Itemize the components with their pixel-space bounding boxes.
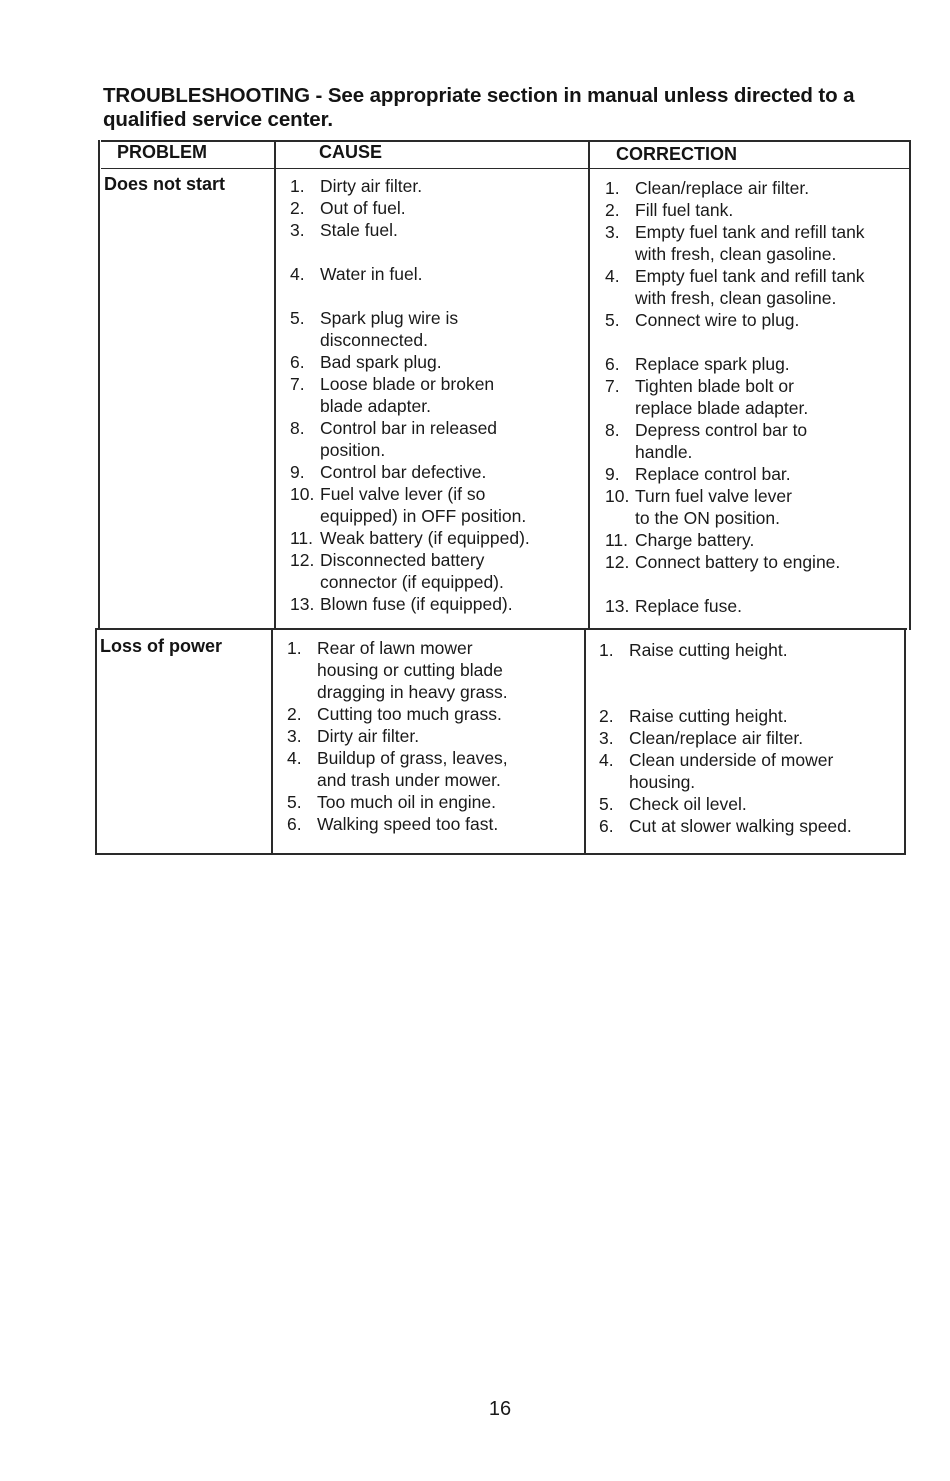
item-text — [320, 483, 585, 527]
item-line: Control bar in released — [320, 418, 498, 438]
list-item — [599, 815, 904, 837]
list-item — [605, 353, 910, 375]
list-item — [605, 529, 910, 551]
list-item — [599, 749, 904, 793]
item-number: 1. — [290, 176, 305, 196]
cause-list — [287, 637, 582, 835]
item-line: Fuel valve lever (if so — [320, 484, 486, 504]
list-item — [290, 593, 585, 615]
item-line: Dirty air filter. — [320, 176, 423, 196]
page-number: 16 — [488, 1398, 512, 1420]
item-line: Charge battery. — [635, 530, 755, 550]
list-item — [287, 703, 582, 725]
column-header-problem: PROBLEM — [117, 142, 207, 162]
item-line: Connect wire to plug. — [635, 310, 800, 330]
list-item — [287, 747, 582, 791]
item-number: 12. — [605, 552, 630, 572]
item-text — [635, 265, 910, 309]
item-number: 11. — [605, 530, 629, 550]
list-item — [605, 265, 910, 309]
correction-list — [599, 639, 904, 837]
column-header-cause: CAUSE — [319, 142, 383, 162]
item-text — [320, 307, 585, 351]
problem-label: Does not start — [104, 174, 226, 194]
list-item — [290, 527, 585, 549]
item-number: 2. — [287, 704, 302, 724]
list-item — [605, 309, 910, 353]
item-text — [317, 813, 582, 835]
row-divider — [95, 628, 907, 630]
item-number: 8. — [605, 420, 620, 440]
item-line: Cut at slower walking speed. — [629, 816, 852, 836]
list-item — [599, 727, 904, 749]
item-number: 4. — [287, 748, 302, 768]
item-line: blade adapter. — [320, 396, 431, 416]
column-divider-problem-cause — [274, 140, 276, 630]
item-line — [629, 683, 904, 705]
list-item — [605, 551, 910, 595]
item-line: Walking speed too fast. — [317, 814, 499, 834]
item-text — [635, 485, 910, 529]
cause-list — [290, 175, 585, 615]
list-item — [287, 813, 582, 835]
item-text — [629, 727, 904, 749]
header-bottom-border — [101, 168, 910, 169]
item-line — [320, 241, 585, 263]
item-text — [320, 219, 585, 263]
list-item — [290, 417, 585, 461]
list-item — [605, 595, 910, 617]
list-item — [605, 463, 910, 485]
item-line: connector (if equipped). — [320, 572, 504, 592]
list-item — [290, 307, 585, 351]
item-number: 3. — [605, 222, 620, 242]
item-line: Bad spark plug. — [320, 352, 442, 372]
item-number: 2. — [605, 200, 620, 220]
list-item — [290, 263, 585, 307]
item-number: 2. — [599, 706, 614, 726]
list-item — [290, 373, 585, 417]
item-text — [635, 177, 910, 199]
table-bottom-border — [95, 853, 905, 855]
item-line: Cutting too much grass. — [317, 704, 502, 724]
column-divider-cause-correction — [588, 140, 590, 630]
item-line: handle. — [635, 442, 693, 462]
item-line: to the ON position. — [635, 508, 780, 528]
problem-label: Loss of power — [100, 636, 223, 656]
list-item — [599, 639, 904, 705]
item-line: Too much oil in engine. — [317, 792, 496, 812]
list-item — [287, 725, 582, 747]
item-number: 6. — [599, 816, 614, 836]
item-line: Replace spark plug. — [635, 354, 790, 374]
item-text — [317, 637, 582, 703]
list-item — [599, 705, 904, 727]
item-line: Raise cutting height. — [629, 706, 788, 726]
list-item — [605, 485, 910, 529]
item-number: 13. — [605, 596, 630, 616]
item-text — [317, 725, 582, 747]
item-line: Turn fuel valve lever — [635, 486, 792, 506]
item-line: Replace fuse. — [635, 596, 743, 616]
list-item — [605, 419, 910, 463]
list-item — [605, 221, 910, 265]
list-item — [290, 351, 585, 373]
list-item — [290, 197, 585, 219]
list-item — [290, 461, 585, 483]
item-text — [320, 549, 585, 593]
item-text — [635, 419, 910, 463]
item-number: 1. — [287, 638, 302, 658]
item-line: with fresh, clean gasoline. — [635, 288, 837, 308]
item-line: Depress control bar to — [635, 420, 808, 440]
item-line — [320, 285, 585, 307]
item-text — [629, 749, 904, 793]
item-text — [629, 705, 904, 727]
item-line: Check oil level. — [629, 794, 747, 814]
item-number: 6. — [287, 814, 302, 834]
item-line: Rear of lawn mower — [317, 638, 473, 658]
column-header-correction: CORRECTION — [616, 144, 737, 164]
list-item — [599, 793, 904, 815]
item-text — [635, 529, 910, 551]
list-item — [605, 199, 910, 221]
item-line: position. — [320, 440, 386, 460]
list-item — [290, 549, 585, 593]
item-line: housing. — [629, 772, 696, 792]
item-number: 3. — [599, 728, 614, 748]
item-line: and trash under mower. — [317, 770, 501, 790]
item-line: Dirty air filter. — [317, 726, 420, 746]
item-line: Clean/replace air filter. — [629, 728, 804, 748]
item-number: 7. — [290, 374, 305, 394]
list-item — [290, 175, 585, 197]
item-number: 8. — [290, 418, 305, 438]
item-line: Clean/replace air filter. — [635, 178, 810, 198]
item-text — [320, 417, 585, 461]
item-text — [320, 197, 585, 219]
item-text — [635, 375, 910, 419]
item-number: 7. — [605, 376, 620, 396]
item-text — [629, 815, 904, 837]
item-text — [320, 175, 585, 197]
item-text — [320, 461, 585, 483]
item-text — [320, 351, 585, 373]
item-line: Tighten blade bolt or — [635, 376, 794, 396]
page-heading: TROUBLESHOOTING - See appropriate section in manual unless directed to a qualified service center. — [103, 84, 855, 131]
item-line: Connect battery to engine. — [635, 552, 841, 572]
item-text — [320, 263, 585, 307]
list-item — [287, 637, 582, 703]
item-number: 4. — [290, 264, 305, 284]
item-line: Weak battery (if equipped). — [320, 528, 530, 548]
item-line: Blown fuse (if equipped). — [320, 594, 513, 614]
item-text — [320, 373, 585, 417]
item-number: 9. — [290, 462, 305, 482]
item-line: Empty fuel tank and refill tank — [635, 222, 865, 242]
item-line: disconnected. — [320, 330, 428, 350]
table-left-border-lower — [95, 628, 97, 855]
column-divider-problem-cause-lower — [271, 628, 273, 855]
list-item — [605, 375, 910, 419]
item-line: Out of fuel. — [320, 198, 406, 218]
item-number: 5. — [290, 308, 305, 328]
item-number: 5. — [287, 792, 302, 812]
item-line — [635, 573, 910, 595]
item-number: 4. — [605, 266, 620, 286]
item-number: 2. — [290, 198, 305, 218]
list-item — [287, 791, 582, 813]
item-text — [629, 793, 904, 815]
item-line: Buildup of grass, leaves, — [317, 748, 508, 768]
item-text — [320, 593, 585, 615]
item-line: housing or cutting blade — [317, 660, 503, 680]
troubleshooting-table — [95, 140, 910, 854]
item-number: 6. — [605, 354, 620, 374]
item-line: Control bar defective. — [320, 462, 487, 482]
list-item — [290, 219, 585, 263]
item-line: Stale fuel. — [320, 220, 398, 240]
item-number: 10. — [290, 484, 315, 504]
item-number: 10. — [605, 486, 630, 506]
item-number: 4. — [599, 750, 614, 770]
item-text — [635, 353, 910, 375]
item-number: 11. — [290, 528, 314, 548]
item-line: replace blade adapter. — [635, 398, 809, 418]
item-line: Loose blade or broken — [320, 374, 495, 394]
item-number: 1. — [605, 178, 620, 198]
item-number: 9. — [605, 464, 620, 484]
item-line: Replace control bar. — [635, 464, 791, 484]
item-line: Disconnected battery — [320, 550, 485, 570]
item-number: 3. — [287, 726, 302, 746]
item-number: 3. — [290, 220, 305, 240]
item-text — [317, 747, 582, 791]
column-divider-cause-correction-lower — [584, 628, 586, 855]
list-item — [290, 483, 585, 527]
item-text — [635, 463, 910, 485]
item-text — [635, 551, 910, 595]
item-text — [635, 221, 910, 265]
item-line: dragging in heavy grass. — [317, 682, 508, 702]
item-number: 12. — [290, 550, 315, 570]
item-text — [635, 309, 910, 353]
item-number: 5. — [605, 310, 620, 330]
item-line — [629, 661, 904, 683]
item-number: 6. — [290, 352, 305, 372]
list-item — [605, 177, 910, 199]
correction-list — [605, 177, 910, 617]
item-text — [635, 595, 910, 617]
item-number: 1. — [599, 640, 614, 660]
item-line: Fill fuel tank. — [635, 200, 734, 220]
item-line: with fresh, clean gasoline. — [635, 244, 837, 264]
table-left-border — [98, 140, 100, 630]
item-line: Water in fuel. — [320, 264, 423, 284]
item-line: equipped) in OFF position. — [320, 506, 527, 526]
item-text — [317, 791, 582, 813]
item-line: Empty fuel tank and refill tank — [635, 266, 865, 286]
item-text — [317, 703, 582, 725]
item-number: 13. — [290, 594, 315, 614]
item-line: Raise cutting height. — [629, 640, 788, 660]
item-text — [629, 639, 904, 705]
table-right-border-lower — [904, 628, 906, 855]
item-line — [635, 331, 910, 353]
item-text — [635, 199, 910, 221]
item-line: Clean underside of mower — [629, 750, 834, 770]
item-number: 5. — [599, 794, 614, 814]
item-line: Spark plug wire is — [320, 308, 459, 328]
table-top-border — [101, 140, 910, 142]
item-text — [320, 527, 585, 549]
